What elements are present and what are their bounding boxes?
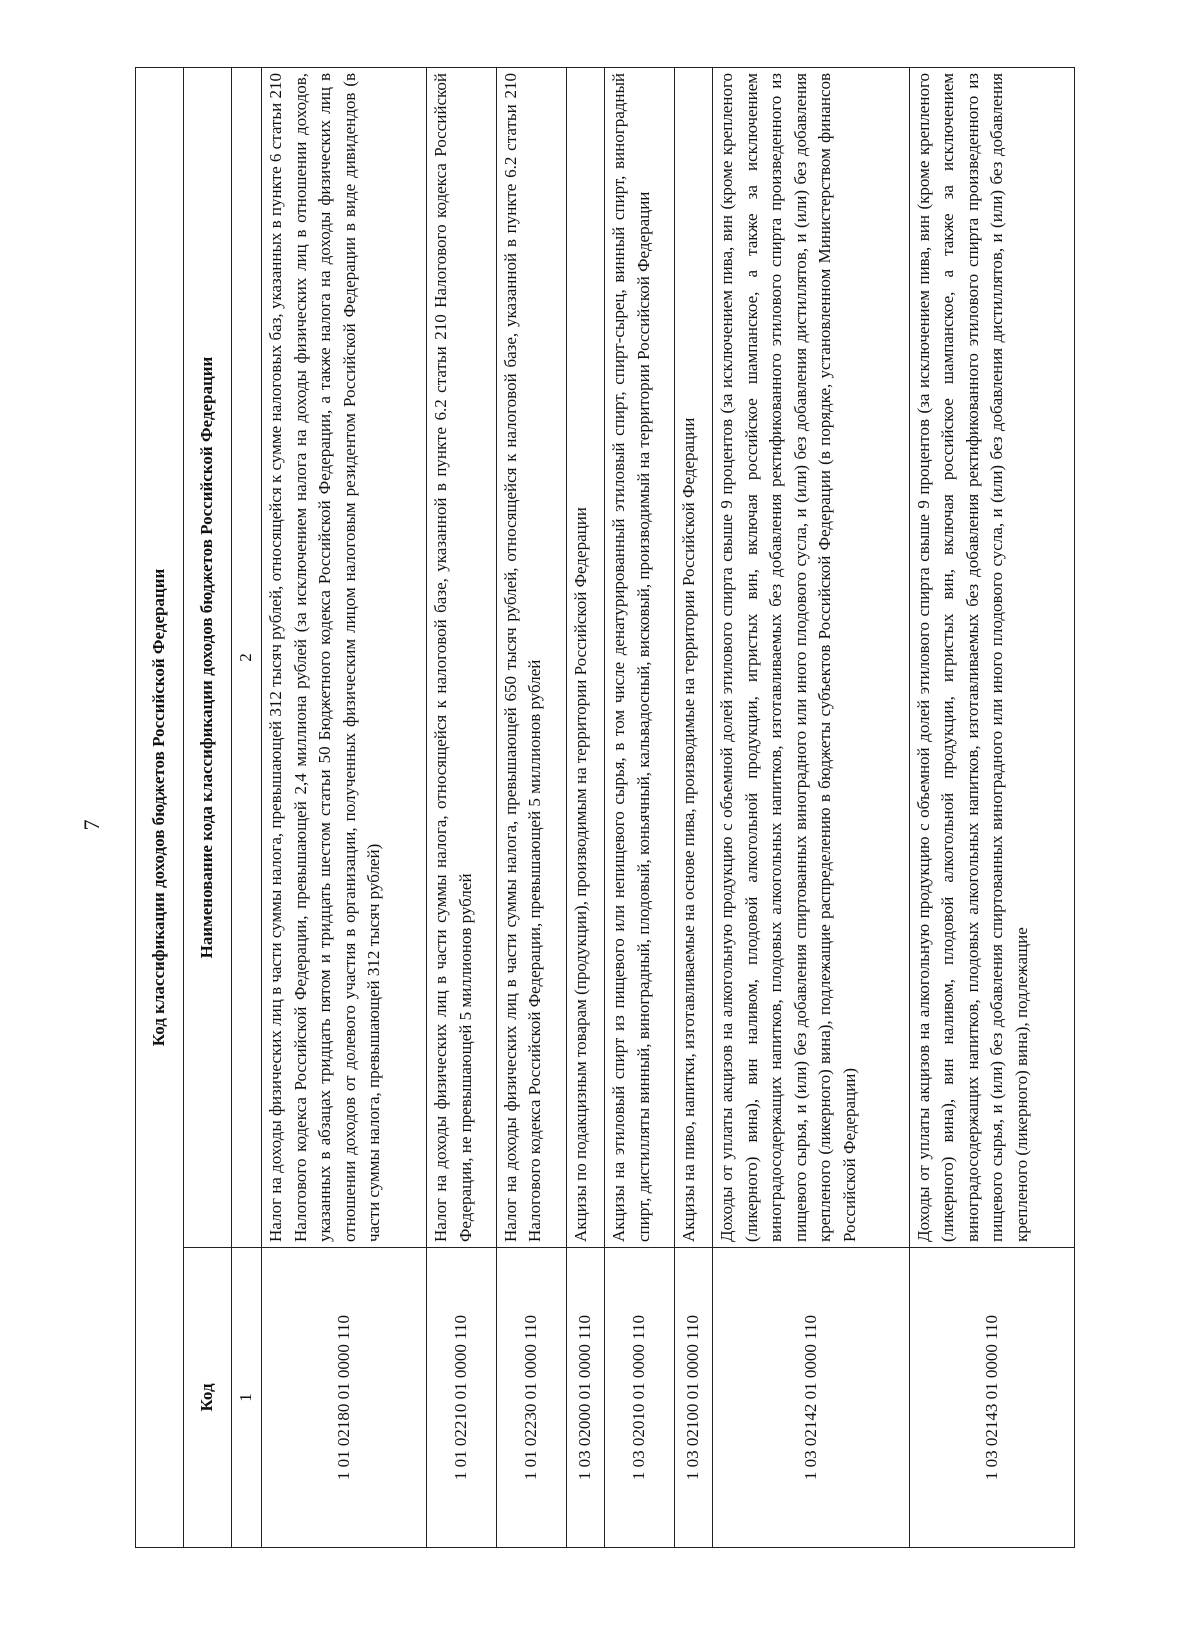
row-code: 1 01 02180 01 0000 110: [262, 1248, 427, 1548]
row-code: 1 01 02230 01 0000 110: [496, 1248, 566, 1548]
row-text: Акцизы на пиво, напитки, изготавливаемые на основе пива, производимые на территории Российской Федерации: [674, 67, 712, 1247]
row-text: Акцизы на этиловый спирт из пищевого или непищевого сырья, в том числе денатурированный этиловый спирт, спирт-сырец, винный спирт, виноградный спирт, дистилляты винный, виноградный, плодовый, коньячный, кальвадосный, висковый, производимый на территории Российской Федерации: [605, 67, 675, 1247]
page-number: 7: [79, 819, 104, 831]
table-header-group: [136, 67, 184, 1547]
row-code: 1 03 02010 01 0000 110: [605, 1248, 675, 1548]
row-text: Доходы от уплаты акцизов на алкогольную продукцию с объемной долей этилового спирта свыше 9 процентов (за исключением пива, вин (кроме крепленого (ликерного) вина), вин наливом, плодовой алкогольной продукции, игристых вин, включая российское шампанское, а также за исключением виноградосодержащих напитков, плодовых алкогольных напитков, изготавливаемых без добавления ректификованного этилового спирта произведенного из пищевого сырья, и (или) без добавления спиртованных виноградного или иного плодового сусла, и (или) без добавления дистиллятов, и (или) без добавления крепленого (ликерного) вина), подлежащие распределению в бюджеты субъектов Российской Федерации (в порядке, установленном Министерством финансов Российской Федерации): [713, 67, 910, 1247]
row-text: Налог на доходы физических лиц в части суммы налога, превышающей 312 тысяч рублей, относящейся к сумме налоговых баз, указанных в пункте 6 статьи 210 Налогового кодекса Российской Федерации, превышающей 2,4 миллиона рублей (за исключением налога на доходы физических лиц в отношении доходов, указанных в абзацах тридцать пятом и тридцать шестом статьи 50 Бюджетного кодекса Российской Федерации, а также налога на доходы физических лиц в отношении доходов от долевого участия в организации, полученных физическим лицом налоговым резидентом Российской Федерации в виде дивидендов (в части суммы налога, превышающей 312 тысяч рублей): [262, 67, 427, 1247]
group-header: Код классификации доходов бюджетов Российской Федерации: [136, 67, 184, 1547]
table-row: [496, 67, 566, 1547]
row-code: 1 01 02210 01 0000 110: [427, 1248, 497, 1548]
row-code: 1 03 02143 01 0000 110: [909, 1248, 1074, 1548]
row-text: Доходы от уплаты акцизов на алкогольную продукцию с объемной долей этилового спирта свыше 9 процентов (за исключением пива, вин (кроме крепленого (ликерного) вина), вин наливом, плодовой алкогольной продукции, игристых вин, включая российское шампанское, а также за исключением виноградосодержащих напитков, плодовых алкогольных напитков, изготавливаемых без добавления ректификованного этилового спирта произведенного из пищевого сырья, и (или) без добавления спиртованных виноградного или иного плодового сусла, и (или) без добавления дистиллятов, и (или) без добавления крепленого (ликерного) вина), подлежащие: [909, 67, 1074, 1247]
row-code: 1 03 02142 01 0000 110: [713, 1248, 910, 1548]
row-text: Налог на доходы физических лиц в части суммы налога, относящейся к налоговой базе, указанной в пункте 6.2 статьи 210 Налогового кодекса Российской Федерации, не превышающей 5 миллионов рублей: [427, 67, 497, 1247]
table-header-numbers: [232, 67, 262, 1547]
column-header-code: Код: [184, 1248, 232, 1548]
rotated-page: [135, 68, 1075, 1548]
income-classification-table: [135, 67, 1075, 1548]
row-code: 1 03 02100 01 0000 110: [674, 1248, 712, 1548]
table-row: [713, 67, 910, 1547]
table-row: [605, 67, 675, 1547]
table-row: [262, 67, 427, 1547]
table-row: [566, 67, 604, 1547]
table-row: [427, 67, 497, 1547]
column-header-name: Наименование кода классификации доходов бюджетов Российской Федерации: [184, 67, 232, 1247]
table-row: [674, 67, 712, 1547]
column-number-1: 1: [232, 1248, 262, 1548]
row-code: 1 03 02000 01 0000 110: [566, 1248, 604, 1548]
column-number-2: 2: [232, 67, 262, 1247]
row-text: Акцизы по подакцизным товарам (продукции), производимым на территории Российской Федерации: [566, 67, 604, 1247]
table-header-columns: [184, 67, 232, 1547]
table-row: [909, 67, 1074, 1547]
row-text: Налог на доходы физических лиц в части суммы налога, превышающей 650 тысяч рублей, относящейся к налоговой базе, указанной в пункте 6.2 статьи 210 Налогового кодекса Российской Федерации, превышающей 5 миллионов рублей: [496, 67, 566, 1247]
